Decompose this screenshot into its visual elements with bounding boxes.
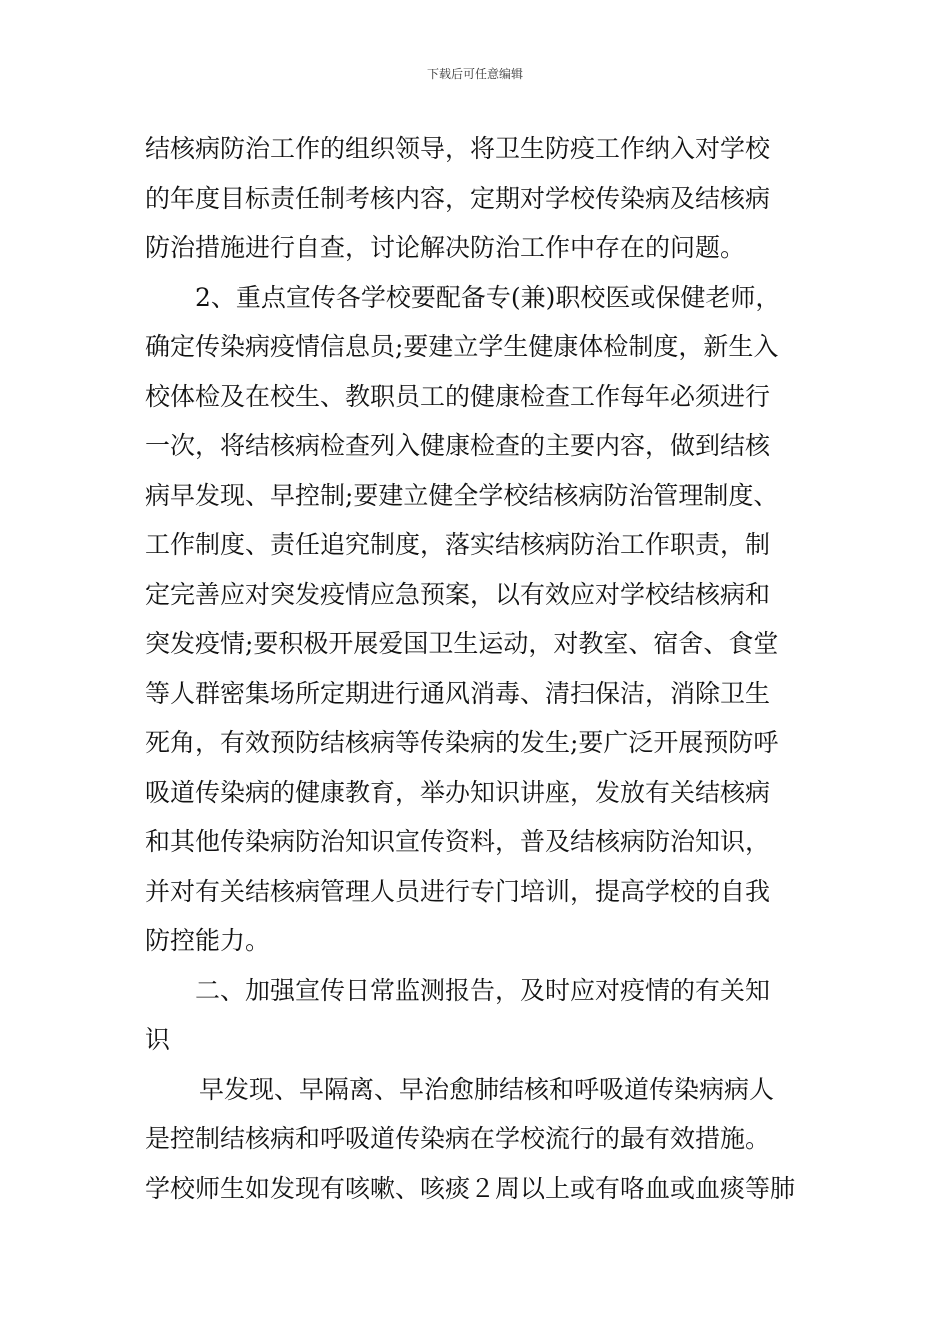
paragraph-start-line: 2、重点宣传各学校要配备专(兼)职校医或保健老师， xyxy=(195,282,781,312)
text-line: 确定传染病疫情信息员;要建立学生健康体检制度，新生入 xyxy=(145,332,779,361)
text-line: 病早发现、早控制;要建立健全学校结核病防治管理制度、 xyxy=(145,480,779,510)
text-line: 学校师生如发现有咳嗽、咳痰２周以上或有咯血或血痰等肺 xyxy=(145,1173,796,1203)
text-line: 死角，有效预防结核病等传染病的发生;要广泛开展预防呼 xyxy=(145,728,779,757)
text-line: 校体检及在校生、教职员工的健康检查工作每年必须进行 xyxy=(145,381,771,411)
document-body xyxy=(145,124,810,1213)
text-line: 工作制度、责任追究制度，落实结核病防治工作职责，制 xyxy=(145,530,771,559)
text-line: 一次，将结核病检查列入健康检查的主要内容，做到结核 xyxy=(145,431,771,460)
text-line: 防治措施进行自查，讨论解决防治工作中存在的问题。 xyxy=(145,233,746,262)
section-heading-line: 识 xyxy=(145,1025,171,1054)
page-header-note: 下载后可任意编辑 xyxy=(426,67,523,81)
text-line: 结核病防治工作的组织领导，将卫生防疫工作纳入对学校 xyxy=(145,134,771,163)
text-line: 吸道传染病的健康教育，举办知识讲座，发放有关结核病 xyxy=(145,777,771,807)
text-line: 的年度目标责任制考核内容，定期对学校传染病及结核病 xyxy=(145,183,771,213)
text-line: 突发疫情;要积极开展爱国卫生运动，对教室、宿舍、食堂 xyxy=(145,629,779,658)
text-line: 和其他传染病防治知识宣传资料，普及结核病防治知识， xyxy=(145,827,771,856)
text-line: 是控制结核病和呼吸道传染病在学校流行的最有效措施。 xyxy=(145,1124,771,1153)
text-line: 等人群密集场所定期进行通风消毒、清扫保洁，消除卫生 xyxy=(145,678,771,708)
text-line: 并对有关结核病管理人员进行专门培训，提高学校的自我 xyxy=(145,876,771,906)
paragraph-start-line: 早发现、早隔离、早治愈肺结核和呼吸道传染病病人 xyxy=(199,1074,775,1104)
text-line: 防控能力。 xyxy=(145,926,271,955)
section-heading-line: 二、加强宣传日常监测报告，及时应对疫情的有关知 xyxy=(195,975,771,1005)
text-line: 定完善应对突发疫情应急预案，以有效应对学校结核病和 xyxy=(145,579,771,609)
